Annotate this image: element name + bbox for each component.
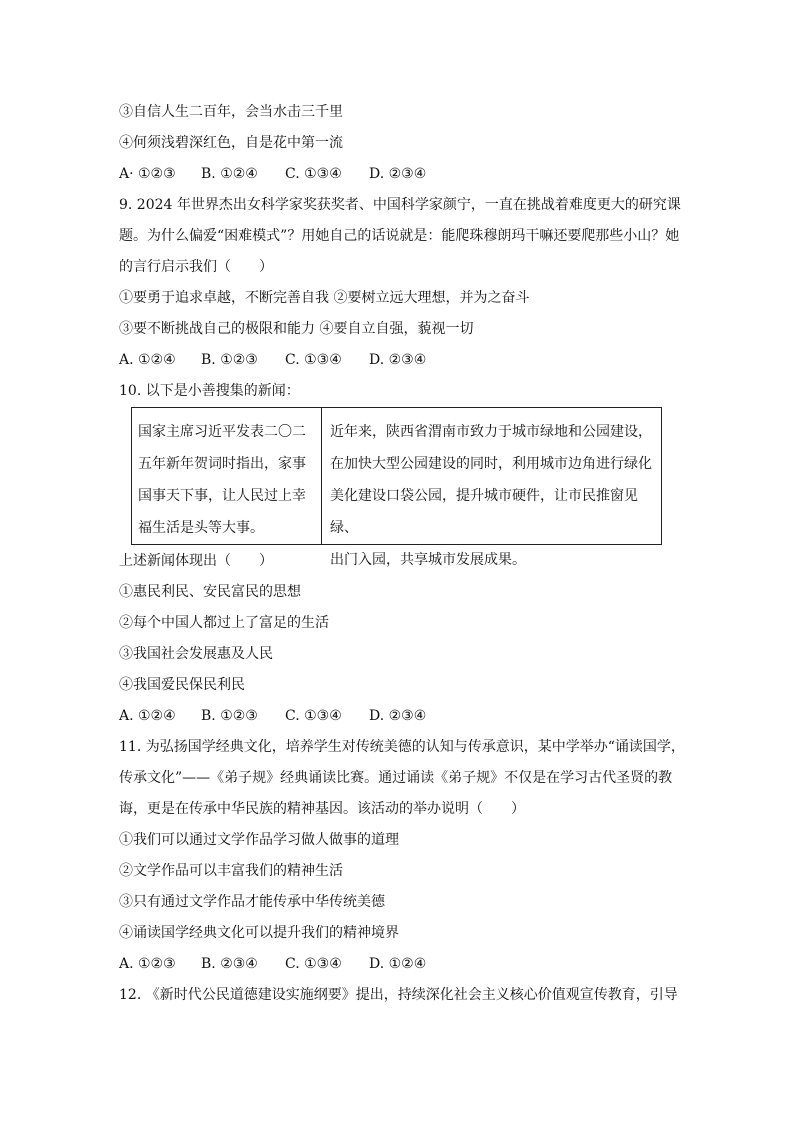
option-d: D. ②③④ bbox=[369, 352, 427, 368]
q8-item3: ③自信人生二百年，会当水击三千里 bbox=[119, 104, 343, 120]
q9-options bbox=[119, 350, 426, 370]
option-c: C. ①③④ bbox=[285, 352, 342, 368]
q10-stem: 10. 以下是小善搜集的新闻： bbox=[119, 383, 300, 399]
option-a: A. ①②④ bbox=[119, 708, 176, 724]
q11-stem-line2: 传承文化”——《弟子规》经典诵读比赛。通过诵读《弟子规》不仅是在学习古代圣贤的教 bbox=[119, 770, 673, 786]
news-right-line: 美化建设口袋公园，提升城市硬件，让市民推窗见绿、 bbox=[330, 488, 638, 536]
option-d: D. ①②④ bbox=[369, 956, 427, 972]
option-a: A· ①②③ bbox=[119, 166, 176, 182]
q11-stem-line3: 诲，更是在传承中华民族的精神基因。该活动的举办说明（ ） bbox=[119, 801, 525, 817]
q9-items-line2: ③要不断挑战自己的极限和能力 ④要自立自强，藐视一切 bbox=[119, 321, 474, 337]
q11-item4: ④诵读国学经典文化可以提升我们的精神境界 bbox=[119, 925, 399, 941]
news-right-line: 近年来，陕西省渭南市致力于城市绿地和公园建设， bbox=[330, 424, 652, 440]
q10-item2: ②每个中国人都过上了富足的生活 bbox=[119, 615, 329, 631]
q10-item3: ③我国社会发展惠及人民 bbox=[119, 646, 273, 662]
option-a: A. ①②③ bbox=[119, 956, 176, 972]
q10-question: 上述新闻体现出（ ） bbox=[119, 553, 273, 569]
q11-item2: ②文学作品可以丰富我们的精神生活 bbox=[119, 863, 343, 879]
q8-options bbox=[119, 164, 426, 184]
news-left-line: 国家主席习近平发表二〇二 bbox=[138, 424, 306, 440]
q10-item1: ①惠民利民、安民富民的思想 bbox=[119, 584, 301, 600]
q8-item4: ④何须浅碧深红色，自是花中第一流 bbox=[119, 135, 343, 151]
option-d: D. ②③④ bbox=[369, 166, 427, 182]
news-left-line: 福生活是头等大事。 bbox=[138, 520, 264, 536]
option-c: C. ①③④ bbox=[285, 166, 342, 182]
q10-item4: ④我国爱民保民利民 bbox=[119, 677, 245, 693]
news-right-line: 在加快大型公园建设的同时，利用城市边角进行绿化 bbox=[330, 456, 652, 472]
option-b: B. ①②③ bbox=[201, 708, 258, 724]
q11-options bbox=[119, 954, 426, 974]
news-cell-left bbox=[132, 408, 322, 544]
q11-stem-line1: 11. 为弘扬国学经典文化，培养学生对传统美德的认知与传承意识，某中学举办“诵读国学， bbox=[119, 739, 685, 755]
q12-stem-line1: 12. 《新时代公民道德建设实施纲要》提出，持续深化社会主义核心价值观宣传教育，引导 bbox=[119, 987, 678, 1003]
option-c: C. ①③④ bbox=[285, 708, 342, 724]
option-c: C. ①③④ bbox=[285, 956, 342, 972]
option-b: B. ①②④ bbox=[201, 166, 258, 182]
q9-stem-line2: 题。为什么偏爱“困难模式”？用她自己的话说就是：能爬珠穆朗玛干嘛还要爬那些小山？她 bbox=[119, 228, 680, 244]
q11-item3: ③只有通过文学作品才能传承中华传统美德 bbox=[119, 894, 385, 910]
option-b: B. ①②③ bbox=[201, 352, 258, 368]
q9-stem-line1: 9. 2024 年世界杰出女科学家奖获奖者、中国科学家颜宁，一直在挑战着难度更大的研究课 bbox=[119, 197, 681, 213]
news-left-line: 国事天下事，让人民过上幸 bbox=[138, 488, 306, 504]
q9-stem-line3: 的言行启示我们（ ） bbox=[119, 259, 273, 275]
option-a: A. ①②④ bbox=[119, 352, 176, 368]
option-d: D. ②③④ bbox=[369, 708, 427, 724]
news-right-line: 出门入园，共享城市发展成果。 bbox=[330, 552, 526, 568]
q11-item1: ①我们可以通过文学作品学习做人做事的道理 bbox=[119, 832, 399, 848]
q9-items-line1: ①要勇于追求卓越，不断完善自我 ②要树立远大理想，并为之奋斗 bbox=[119, 290, 530, 306]
option-b: B. ②③④ bbox=[201, 956, 258, 972]
news-cell-right bbox=[322, 408, 661, 568]
q10-options bbox=[119, 706, 426, 726]
news-left-line: 五年新年贺词时指出，家事 bbox=[138, 456, 306, 472]
